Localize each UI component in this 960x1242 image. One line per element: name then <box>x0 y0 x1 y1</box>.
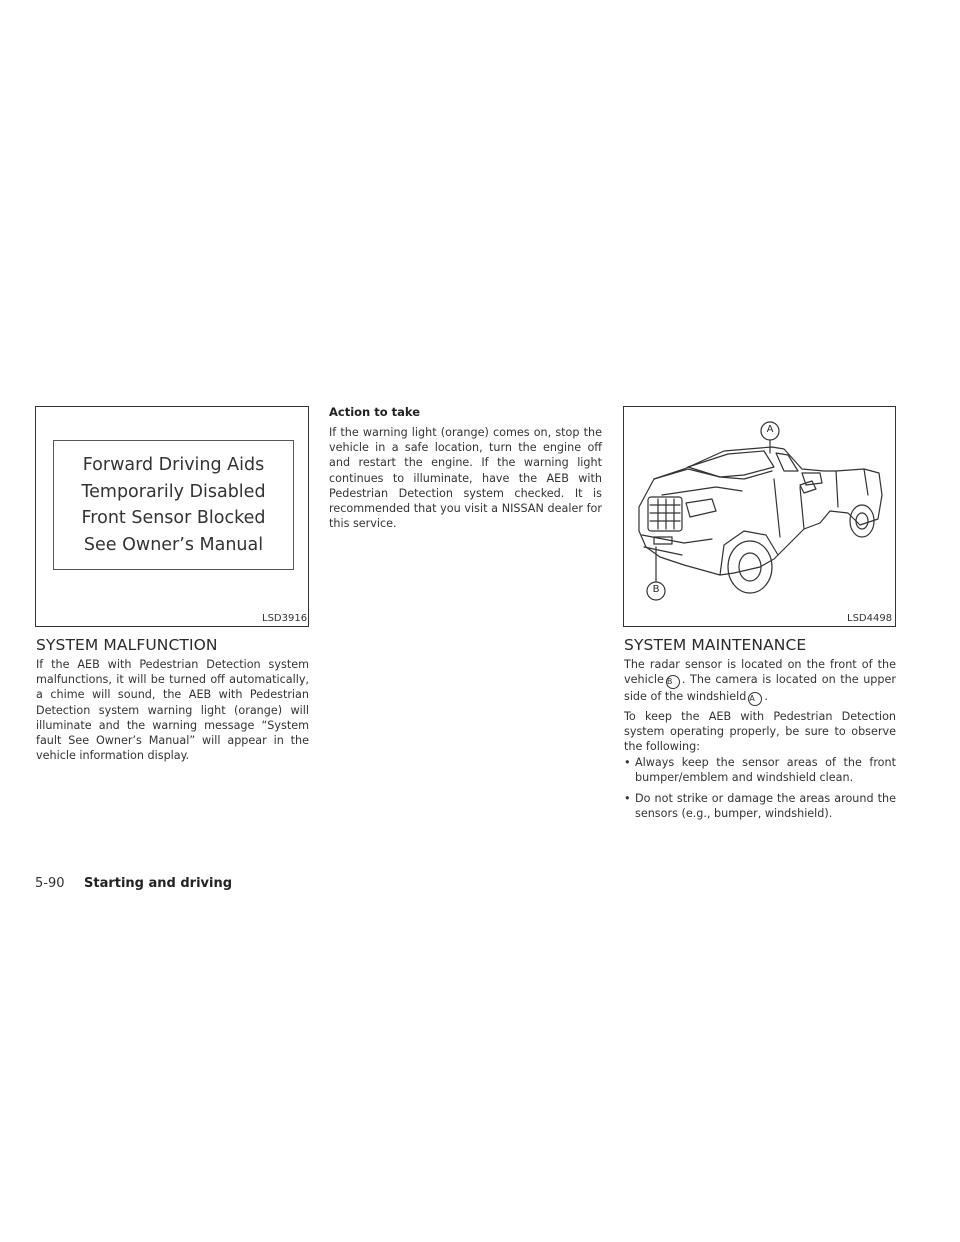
callout-a-label: A <box>766 424 774 435</box>
system-malfunction-body: If the AEB with Pedestrian Detection system malfunctions, it will be turned off automatically, a chime will sound, the AEB with Pedestrian Detection system warning light (orange) will illuminate and the warning message “System fault See Owner’s Manual” will appear in the vehicle information display. <box>36 658 309 763</box>
truck-sensor-figure <box>623 406 896 627</box>
maintenance-p1-b: . The camera is located on the upper side of the windshield <box>624 673 896 704</box>
display-line-4: See Owner’s Manual <box>83 534 264 555</box>
callout-b-label: B <box>652 584 660 595</box>
vehicle-info-display <box>53 440 294 570</box>
maintenance-p1-a: The radar sensor is located on the front of the vehicle <box>624 658 896 687</box>
maintenance-p1-c: . <box>764 690 768 704</box>
maintenance-bullet-2 <box>624 791 896 821</box>
display-line-3: Front Sensor Blocked <box>81 508 266 528</box>
callout-a-ref: A <box>748 692 762 706</box>
maintenance-bullet-1 <box>624 755 896 785</box>
page-number: 5-90 <box>35 876 65 891</box>
figure-code-right: LSD4498 <box>847 613 893 624</box>
action-body: If the warning light (orange) comes on, stop the vehicle in a safe location, turn the engine off and restart the engine. If the warning light continues to illuminate, have the AEB with Pedestrian Detection system checked. It is recommended that you visit a NISSAN dealer for this service. <box>329 426 602 531</box>
figure-code-left: LSD3916 <box>262 613 308 624</box>
system-malfunction-heading: SYSTEM MALFUNCTION <box>36 636 218 654</box>
maintenance-p1 <box>624 657 896 706</box>
display-line-1: Forward Driving Aids <box>82 455 265 475</box>
display-line-2: Temporarily Disabled <box>81 481 266 502</box>
maintenance-bullet-1-text: Always keep the sensor areas of the front bumper/emblem and windshield clean. <box>635 756 896 785</box>
truck-illustration <box>624 407 895 626</box>
action-heading: Action to take <box>329 405 421 419</box>
maintenance-p2: To keep the AEB with Pedestrian Detection system operating properly, be sure to observe the following: <box>624 710 896 754</box>
bullet-mark: • <box>624 792 631 805</box>
bullet-mark: • <box>624 756 631 769</box>
maintenance-bullet-2-text: Do not strike or damage the areas around the sensors (e.g., bumper, windshield). <box>635 792 896 821</box>
callout-b-ref: B <box>666 675 680 689</box>
system-maintenance-heading: SYSTEM MAINTENANCE <box>624 636 807 654</box>
section-title: Starting and driving <box>84 876 233 891</box>
